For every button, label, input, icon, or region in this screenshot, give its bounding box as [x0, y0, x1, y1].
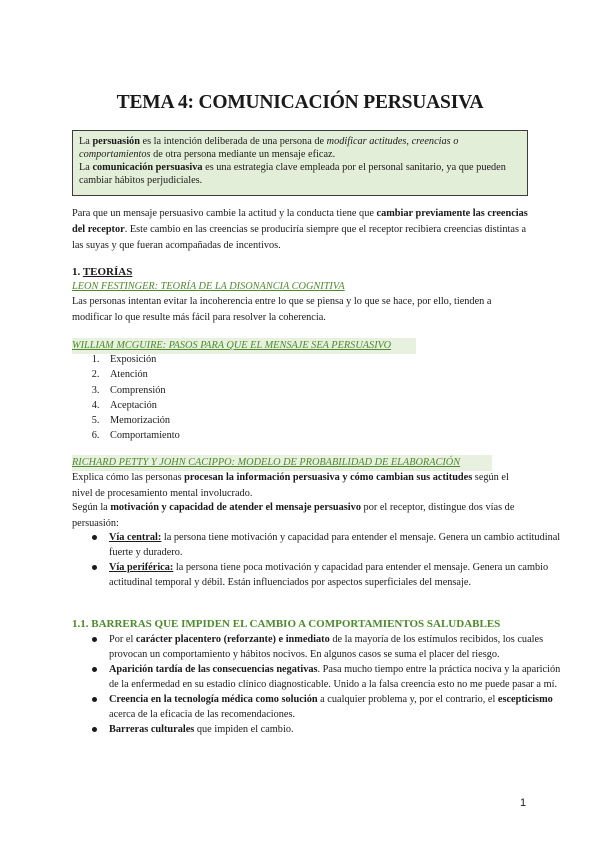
- emphasis: cambiar previamente las creencias del receptor: [72, 208, 528, 235]
- mcguire-heading: WILLIAM MCGUIRE: PASOS PARA QUE EL MENSAJE SEA PERSUASIVO: [72, 338, 416, 354]
- text: a cualquier problema y, por el contrario, el: [317, 694, 498, 705]
- emphasis: Aparición tardía de las consecuencias negativas: [109, 664, 318, 675]
- emphasis: carácter placentero (reforzante) e inmediato: [135, 634, 330, 645]
- emphasis: escepticismo: [497, 694, 553, 705]
- text: Según la: [72, 502, 111, 513]
- emphasis: modificar actitudes, creencias o comportamientos: [79, 136, 459, 160]
- list-item: 6. Comportamiento: [102, 428, 522, 443]
- emphasis: Barreras culturales: [109, 724, 195, 735]
- text: la persona tiene motivación y capacidad para entender el mensaje. Genera un cambio actitudinal fuerte y duradero.: [109, 532, 561, 558]
- list-item: [109, 632, 565, 662]
- list-item: [109, 560, 565, 590]
- definition-persuasion: [79, 135, 521, 161]
- list-item: 2. Atención: [102, 367, 522, 382]
- text: acerca de la eficacia de las recomendaciones.: [109, 709, 296, 720]
- term-persuasion: persuasión: [92, 136, 140, 147]
- list-item: 5. Memorización: [102, 413, 522, 428]
- emphasis: procesan la información persuasiva y cómo cambian sus actitudes: [184, 472, 473, 483]
- text: es la intención deliberada de una persona de: [139, 136, 327, 147]
- text: por el receptor, distingue dos vías de persuasión:: [72, 502, 515, 529]
- list-item: [109, 722, 565, 737]
- text: según el nivel de procesamiento mental involucrado.: [72, 472, 509, 499]
- emphasis: motivación y capacidad de atender el mensaje persuasivo: [110, 502, 361, 513]
- list-item: 4. Aceptación: [102, 398, 522, 413]
- text: Por el: [109, 634, 136, 645]
- via-periferica-label: Vía periférica:: [109, 562, 174, 573]
- text: La: [79, 162, 93, 173]
- text: La: [79, 136, 93, 147]
- list-item: 1. Exposición: [102, 352, 522, 367]
- term-comunicacion-persuasiva: comunicación persuasiva: [92, 162, 203, 173]
- text: que impiden el cambio.: [194, 724, 294, 735]
- section-1-1-heading: 1.1. BARRERAS QUE IMPIDEN EL CAMBIO A COMPORTAMIENTOS SALUDABLES: [72, 618, 501, 630]
- list-item: 3. Comprensión: [102, 383, 522, 398]
- text: de otra persona mediante un mensaje eficaz.: [150, 149, 336, 160]
- festinger-heading: LEON FESTINGER: TEORÍA DE LA DISONANCIA COGNITIVA: [72, 281, 345, 292]
- text: de la mayoría de los estímulos recibidos, los cuales provocan un comportamiento y hábitos nocivos. En algunos casos se suma el placer del riesgo.: [109, 634, 544, 660]
- text: . Pasa mucho tiempo entre la práctica nociva y la aparición de la enfermedad en su estadio clínico diagnosticable. Unido a la falsa creencia esto no me puede pasar a mí.: [109, 664, 561, 690]
- list-item: [109, 662, 565, 692]
- text: la persona tiene poca motivación y capacidad para entender el mensaje. Genera un cambio actitudinal temporal y débil. Están influenciados por aspectos superficiales del mensaje.: [109, 562, 549, 588]
- intro-paragraph: [72, 206, 528, 254]
- list-item: [109, 530, 565, 560]
- text: Explica cómo las personas: [72, 472, 185, 483]
- section-1-heading: [72, 264, 528, 280]
- text: . Este cambio en las creencias se produciría siempre que el receptor recibiera creencias distintas a las suyas y que fueran acompañadas de incentivos.: [72, 224, 527, 251]
- mcguire-steps: [72, 352, 522, 444]
- section-number: 1.: [72, 266, 83, 278]
- emphasis: Creencia en la tecnología médica como solución: [109, 694, 318, 705]
- vias-list: [72, 530, 565, 590]
- festinger-text: Las personas intentan evitar la incoherencia entre lo que se piensa y lo que se hace, por ello, tienden a modificar lo que resulte más fácil para resolver la coherencia.: [72, 296, 492, 323]
- text: es una estrategia clave empleada por el personal sanitario, ya que pueden cambiar hábitos perjudiciales.: [79, 162, 506, 186]
- barreras-list: [72, 632, 565, 737]
- definition-comunicacion: [79, 161, 521, 187]
- via-central-label: Vía central:: [109, 532, 162, 543]
- page-number: 1: [520, 797, 527, 809]
- text: Para que un mensaje persuasivo cambie la actitud y la conducta tiene que: [72, 208, 377, 219]
- page-title: TEMA 4: COMUNICACIÓN PERSUASIVA: [116, 92, 484, 113]
- petty-paragraph-1: [72, 470, 528, 502]
- section-title: TEORÍAS: [82, 266, 133, 278]
- petty-heading: RICHARD PETTY Y JOHN CACIPPO: MODELO DE PROBABILIDAD DE ELABORACIÓN: [72, 455, 492, 471]
- petty-paragraph-2: [72, 500, 528, 532]
- list-item: [109, 692, 565, 722]
- definition-box: [72, 130, 528, 196]
